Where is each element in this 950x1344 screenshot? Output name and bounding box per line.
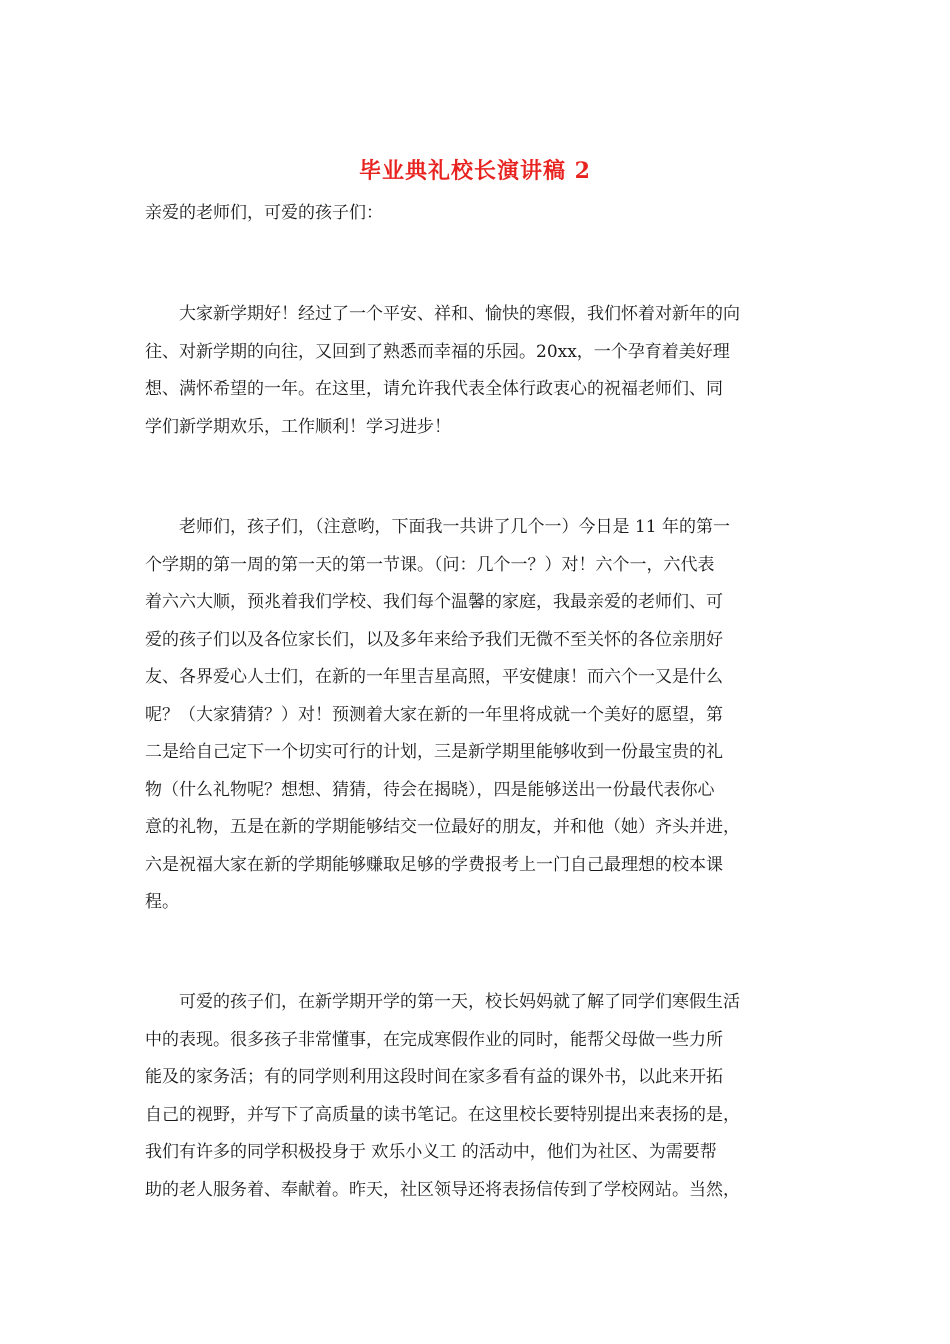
paragraph-line: 大家新学期好！经过了一个平安、祥和、愉快的寒假，我们怀着对新年的向 xyxy=(145,304,740,324)
paragraph-line: 六是祝福大家在新的学期能够赚取足够的学费报考上一门自己最理想的校本课 xyxy=(145,854,723,875)
paragraph-line: 学们新学期欢乐，工作顺利！学习进步！ xyxy=(145,416,451,437)
paragraph-line: 想、满怀希望的一年。在这里，请允许我代表全体行政衷心的祝福老师们、同 xyxy=(145,379,723,399)
paragraph-line: 呢？（大家猜猜？）对！预测着大家在新的一年里将成就一个美好的愿望，第 xyxy=(145,704,723,725)
paragraph-line: 个学期的第一周的第一天的第一节课。（问：几个一？）对！六个一，六代表 xyxy=(145,554,715,575)
paragraph-line: 程。 xyxy=(145,892,179,912)
paragraph-1 xyxy=(145,296,807,446)
paragraph-line: 物（什么礼物呢？想想、猜猜，待会在揭晓），四是能够送出一份最代表你心 xyxy=(145,779,715,800)
paragraph-2 xyxy=(145,509,807,922)
greeting-line: 亲爱的老师们，可爱的孩子们： xyxy=(145,203,383,223)
document-title: 毕业典礼校长演讲稿 2 xyxy=(359,158,591,184)
paragraph-line: 自己的视野，并写下了高质量的读书笔记。在这里校长要特别提出来表扬的是， xyxy=(145,1104,740,1125)
paragraph-line: 中的表现。很多孩子非常懂事，在完成寒假作业的同时，能帮父母做一些力所 xyxy=(145,1029,723,1050)
paragraph-line: 意的礼物，五是在新的学期能够结交一位最好的朋友，并和他（她）齐头并进， xyxy=(145,817,740,837)
paragraph-line: 老师们，孩子们，（注意哟，下面我一共讲了几个一）今日是 11 年的第一 xyxy=(145,517,730,537)
paragraph-line: 助的老人服务着、奉献着。昨天，社区领导还将表扬信传到了学校网站。当然， xyxy=(145,1179,740,1200)
paragraph-line: 友、各界爱心人士们，在新的一年里吉星高照，平安健康！而六个一又是什么 xyxy=(145,667,723,687)
paragraph-line: 往、对新学期的向往，又回到了熟悉而幸福的乐园。20xx，一个孕育着美好理 xyxy=(145,341,730,362)
paragraph-line: 我们有许多的同学积极投身于 欢乐小义工 的活动中，他们为社区、为需要帮 xyxy=(145,1142,717,1162)
paragraph-line: 着六六大顺，预兆着我们学校、我们每个温馨的家庭，我最亲爱的老师们、可 xyxy=(145,592,723,612)
paragraph-line: 能及的家务活；有的同学则利用这段时间在家多看有益的课外书，以此来开拓 xyxy=(145,1067,723,1087)
paragraph-line: 可爱的孩子们，在新学期开学的第一天，校长妈妈就了解了同学们寒假生活 xyxy=(145,992,740,1012)
paragraph-3 xyxy=(145,984,807,1209)
paragraph-line: 爱的孩子们以及各位家长们，以及多年来给予我们无微不至关怀的各位亲朋好 xyxy=(145,629,723,650)
paragraph-line: 二是给自己定下一个切实可行的计划，三是新学期里能够收到一份最宝贵的礼 xyxy=(145,742,723,762)
